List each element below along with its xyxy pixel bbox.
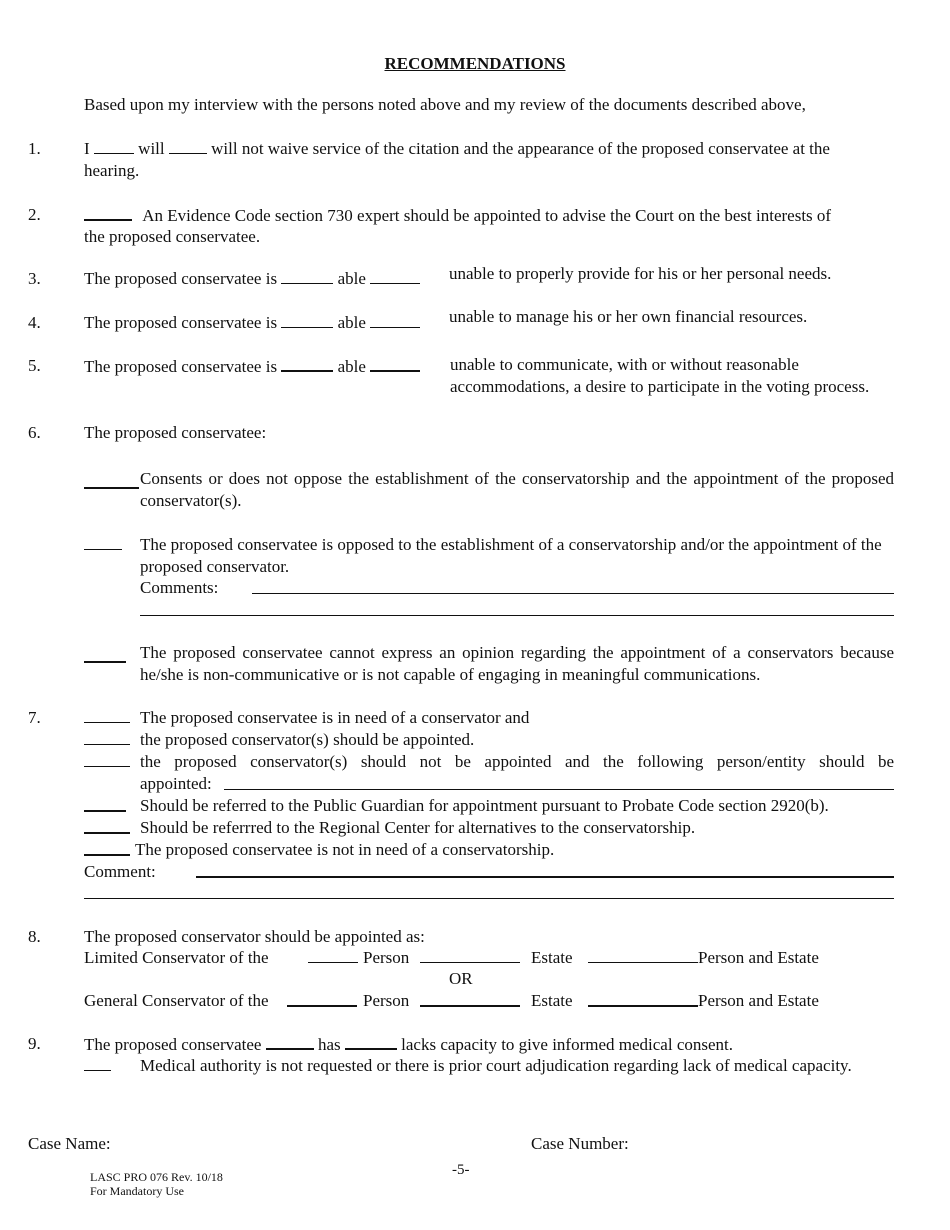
- item-5-line: [84, 355, 420, 378]
- item-2-line: [84, 204, 831, 227]
- checkbox-blank[interactable]: [84, 751, 130, 767]
- checkbox-blank[interactable]: [84, 817, 130, 834]
- person-label: Person: [363, 991, 410, 1010]
- checkbox-blank[interactable]: [84, 204, 132, 221]
- item-number: 5.: [28, 356, 41, 375]
- person-estate-label: Person and Estate: [698, 991, 819, 1010]
- item-text: The proposed conservatee is not in need of a conservatorship.: [135, 840, 555, 859]
- checkbox-blank[interactable]: [281, 355, 333, 372]
- item-text: The proposed conservatee is: [84, 313, 278, 332]
- checkbox-blank[interactable]: [266, 1033, 314, 1050]
- item-number: 4.: [28, 313, 41, 332]
- person-label: Person: [363, 948, 410, 967]
- appointed-line[interactable]: [224, 789, 894, 790]
- item-text: The proposed conservator should be appointed as:: [84, 927, 425, 946]
- form-id: LASC PRO 076 Rev. 10/18: [90, 1170, 223, 1184]
- item-text: Medical authority is not requested or there is prior court adjudication regarding lack of medical capacity.: [140, 1056, 852, 1075]
- person-estate-label: Person and Estate: [698, 948, 819, 967]
- item-number: 1.: [28, 139, 41, 158]
- estate-label: Estate: [531, 948, 573, 967]
- intro-text: Based upon my interview with the persons noted above and my review of the documents described above,: [84, 95, 806, 114]
- checkbox-blank[interactable]: [287, 990, 357, 1007]
- item-text: able: [337, 357, 366, 376]
- item-text: unable to communicate, with or without reasonable: [450, 355, 799, 374]
- item-text: Consents or does not oppose the establishment of the conservatorship and the appointment of the proposed conservator(s).: [140, 469, 894, 510]
- checkbox-blank[interactable]: [281, 312, 333, 328]
- checkbox-blank[interactable]: [84, 729, 130, 745]
- comments-line[interactable]: [252, 593, 894, 594]
- appointed-label: appointed:: [140, 774, 212, 793]
- item-text: An Evidence Code section 730 expert should be appointed to advise the Court on the best interests of: [142, 206, 832, 225]
- general-label: General Conservator of the: [84, 991, 269, 1010]
- item-text: will: [138, 139, 165, 158]
- checkbox-blank[interactable]: [370, 312, 420, 328]
- checkbox-blank[interactable]: [370, 268, 420, 284]
- item-text: The proposed conservatee cannot express an opinion regarding the appointment of a conservators because he/she is non-communicative or is not capable of engaging in meaningful communications.: [140, 643, 894, 684]
- item-text: will not waive service of the citation and the appearance of the proposed conservatee at the: [211, 139, 830, 158]
- item-number: 2.: [28, 205, 41, 224]
- or-label: OR: [449, 969, 473, 988]
- checkbox-blank[interactable]: [420, 990, 520, 1007]
- item-text: unable to properly provide for his or her personal needs.: [449, 264, 832, 283]
- case-name-label: Case Name:: [28, 1134, 111, 1153]
- item-text: The proposed conservatee:: [84, 423, 267, 442]
- item-text: I: [84, 139, 90, 158]
- checkbox-blank[interactable]: [84, 534, 122, 550]
- mandatory-use: For Mandatory Use: [90, 1184, 184, 1198]
- item-text: The proposed conservatee is: [84, 269, 278, 288]
- comment-label: Comment:: [84, 862, 156, 881]
- item-number: 7.: [28, 708, 41, 727]
- checkbox-blank[interactable]: [94, 138, 134, 154]
- checkbox-blank[interactable]: [84, 1055, 111, 1071]
- item-9-line: [84, 1033, 733, 1056]
- case-number-label: Case Number:: [531, 1134, 629, 1153]
- item-text: The proposed conservatee is in need of a conservator and: [140, 708, 530, 727]
- item-text: lacks capacity to give informed medical consent.: [401, 1035, 734, 1054]
- item-text: has: [317, 1035, 341, 1054]
- item-text: The proposed conservatee: [84, 1035, 262, 1054]
- checkbox-blank[interactable]: [84, 707, 130, 723]
- item-text: able: [337, 313, 366, 332]
- estate-label: Estate: [531, 991, 573, 1010]
- item-text: the proposed conservator(s) should be appointed.: [140, 730, 475, 749]
- checkbox-blank[interactable]: [370, 355, 420, 372]
- item-text: able: [337, 269, 366, 288]
- comments-label: Comments:: [140, 578, 219, 597]
- item-number: 9.: [28, 1034, 41, 1053]
- item-text: Should be referrred to the Regional Center for alternatives to the conservatorship.: [140, 818, 696, 837]
- item-number: 8.: [28, 927, 41, 946]
- checkbox-blank[interactable]: [281, 268, 333, 284]
- item-text: the proposed conservator(s) should not be appointed and the following person/entity should be: [140, 752, 894, 771]
- checkbox-blank[interactable]: [84, 795, 126, 812]
- checkbox-blank[interactable]: [345, 1033, 397, 1050]
- checkbox-blank[interactable]: [420, 947, 520, 963]
- item-text: The proposed conservatee is: [84, 357, 278, 376]
- page-number: -5-: [452, 1162, 470, 1178]
- page-title: RECOMMENDATIONS: [384, 54, 566, 73]
- checkbox-blank[interactable]: [84, 839, 130, 856]
- checkbox-blank[interactable]: [169, 138, 207, 154]
- checkbox-blank[interactable]: [84, 472, 139, 489]
- item-text: Should be referred to the Public Guardian for appointment pursuant to Probate Code section 2920(b).: [140, 796, 829, 815]
- item-4-line: [84, 312, 420, 334]
- checkbox-blank[interactable]: [588, 947, 698, 963]
- checkbox-blank[interactable]: [588, 990, 698, 1007]
- item-1-line: [84, 138, 830, 160]
- item-text: accommodations, a desire to participate in the voting process.: [450, 377, 870, 396]
- comment-line[interactable]: [196, 876, 894, 878]
- checkbox-blank[interactable]: [84, 646, 126, 663]
- item-text: unable to manage his or her own financial resources.: [449, 307, 808, 326]
- item-text: hearing.: [84, 161, 140, 180]
- item-3-line: [84, 268, 420, 290]
- checkbox-blank[interactable]: [308, 947, 358, 963]
- comments-line[interactable]: [140, 615, 894, 616]
- item-text: the proposed conservatee.: [84, 227, 261, 246]
- comment-line[interactable]: [84, 898, 894, 899]
- item-number: 6.: [28, 423, 41, 442]
- item-number: 3.: [28, 269, 41, 288]
- item-text: The proposed conservatee is opposed to the establishment of a conservatorship and/or the appointment of the proposed conservator.: [140, 535, 882, 576]
- limited-label: Limited Conservator of the: [84, 948, 269, 967]
